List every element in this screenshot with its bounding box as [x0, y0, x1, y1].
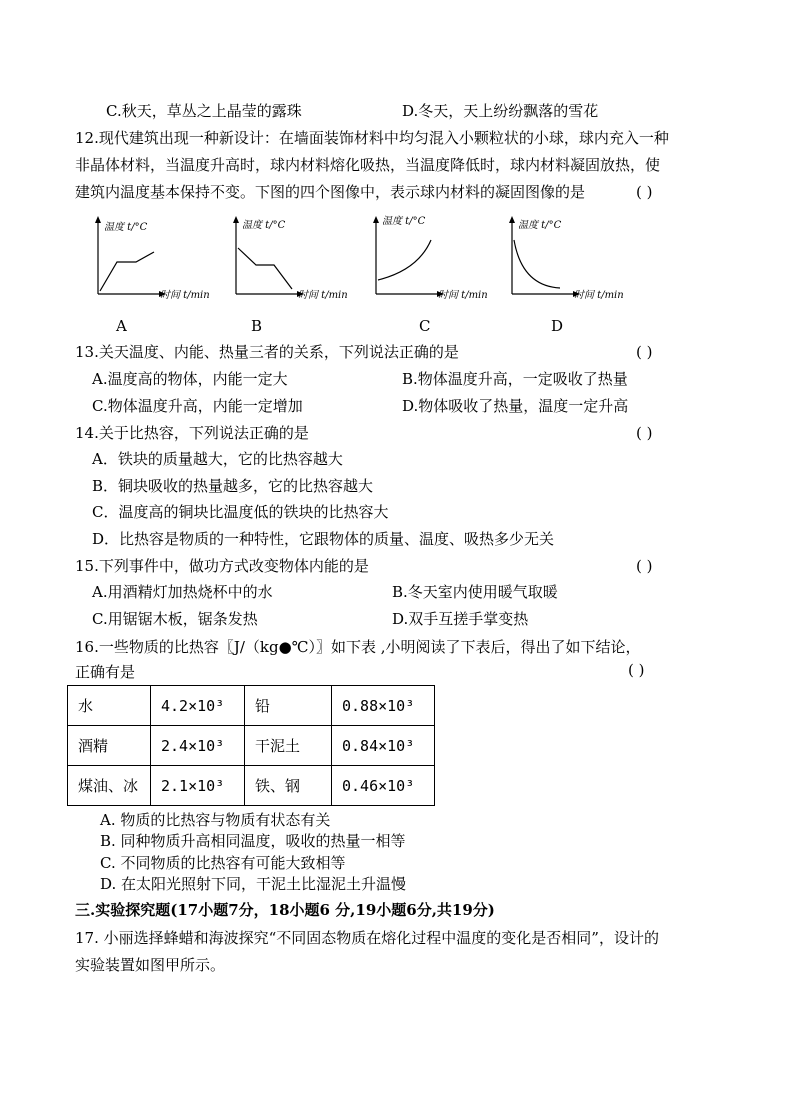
- table-cell: 水: [68, 686, 151, 726]
- graph-d: [494, 212, 654, 306]
- q13-stem: 13.关天温度、内能、热量三者的关系，下列说法正确的是: [75, 343, 459, 361]
- q15-option-c: C.用锯锯木板，锯条发热: [92, 610, 258, 628]
- q15-answer-paren: ( ): [636, 557, 653, 575]
- q12-stem-line3: 建筑内温度基本保持不变。下图的四个图像中，表示球内材料的凝固图像的是: [75, 183, 586, 201]
- table-cell: 4.2×10³: [151, 686, 245, 726]
- q16-option-c: C. 不同物质的比热容有可能大致相等: [100, 854, 346, 872]
- q16-answer-paren: ( ): [628, 661, 645, 679]
- q11-option-d: D.冬天，天上纷纷飘落的雪花: [402, 102, 599, 120]
- q15-option-a: A.用酒精灯加热烧杯中的水: [92, 583, 273, 601]
- graph-d-label: D: [551, 317, 564, 335]
- q12-answer-paren: ( ): [636, 183, 653, 201]
- section-heading: 三.实验探究题(17小题7分，18小题6 分,19小题6分,共19分): [75, 901, 495, 919]
- graph-b-xlabel: 时间 t/min: [298, 290, 348, 301]
- q13-option-a: A.温度高的物体，内能一定大: [92, 370, 288, 388]
- q16-option-d: D. 在太阳光照射下同，干泥土比湿泥土升温慢: [100, 875, 407, 893]
- table-cell: 铁、钢: [245, 766, 332, 806]
- table-cell: 0.88×10³: [332, 686, 435, 726]
- q14-option-a: A．铁块的质量越大，它的比热容越大: [92, 450, 343, 468]
- table-cell: 2.4×10³: [151, 726, 245, 766]
- graph-b-ylabel: 温度 t/°C: [242, 220, 286, 231]
- table-row: [68, 726, 435, 766]
- q11-option-c: C.秋天，草丛之上晶莹的露珠: [106, 102, 302, 120]
- table-cell: 2.1×10³: [151, 766, 245, 806]
- graph-d-xlabel: 时间 t/min: [574, 290, 624, 301]
- graph-b-label: B: [251, 317, 263, 335]
- q14-stem: 14.关于比热容，下列说法正确的是: [75, 424, 309, 442]
- q12-stem-line2: 非晶体材料，当温度升高时，球内材料熔化吸热，当温度降低时，球内材料凝固放热，使: [75, 156, 661, 174]
- q13-option-c: C.物体温度升高，内能一定增加: [92, 397, 303, 415]
- q14-answer-paren: ( ): [636, 424, 653, 442]
- graph-a: [80, 212, 240, 306]
- q16-stem-line2: 正确有是: [75, 663, 136, 681]
- q13-answer-paren: ( ): [636, 343, 653, 361]
- q16-option-b: B. 同种物质升高相同温度，吸收的热量一相等: [100, 832, 406, 850]
- table-cell: 0.46×10³: [332, 766, 435, 806]
- q16-option-a: A. 物质的比热容与物质有状态有关: [100, 811, 331, 829]
- q13-option-b: B.物体温度升高，一定吸收了热量: [402, 370, 628, 388]
- table-cell: 铅: [245, 686, 332, 726]
- q14-option-d: D．比热容是物质的一种特性，它跟物体的质量、温度、吸热多少无关: [92, 530, 555, 548]
- q14-option-b: B．铜块吸收的热量越多，它的比热容越大: [92, 477, 374, 495]
- q15-option-d: D.双手互搓手掌变热: [392, 610, 529, 628]
- graph-a-label: A: [116, 317, 127, 335]
- graph-b: [218, 212, 378, 306]
- graph-a-xlabel: 时间 t/min: [160, 290, 210, 301]
- q17-stem-line2: 实验装置如图甲所示。: [75, 956, 226, 974]
- q15-option-b: B.冬天室内使用暖气取暖: [392, 583, 558, 601]
- table-cell: 酒精: [68, 726, 151, 766]
- specific-heat-table: [67, 685, 435, 806]
- q15-stem: 15.下列事件中，做功方式改变物体内能的是: [75, 557, 369, 575]
- q16-stem-line1: 16.一些物质的比热容〖J/（kg●℃）〗如下表 ,小明阅读了下表后，得出了如下结论，: [75, 638, 641, 656]
- graph-d-ylabel: 温度 t/°C: [518, 220, 562, 231]
- graph-c-ylabel: 温度 t/°C: [382, 216, 426, 227]
- q13-option-d: D.物体吸收了热量，温度一定升高: [402, 397, 629, 415]
- table-cell: 煤油、冰: [68, 766, 151, 806]
- q17-stem-line1: 17. 小丽选择蜂蜡和海波探究“不同固态物质在熔化过程中温度的变化是否相同”，设计的: [75, 929, 659, 947]
- table-row: [68, 766, 435, 806]
- graph-c-xlabel: 时间 t/min: [438, 290, 488, 301]
- q12-stem-line1: 12.现代建筑出现一种新设计：在墙面装饰材料中均匀混入小颗粒状的小球，球内充入一种: [75, 129, 669, 147]
- graph-c-label: C: [419, 317, 431, 335]
- table-cell: 干泥土: [245, 726, 332, 766]
- table-cell: 0.84×10³: [332, 726, 435, 766]
- graph-a-ylabel: 温度 t/°C: [104, 222, 148, 233]
- q14-option-c: C．温度高的铜块比温度低的铁块的比热容大: [92, 503, 389, 521]
- table-row: [68, 686, 435, 726]
